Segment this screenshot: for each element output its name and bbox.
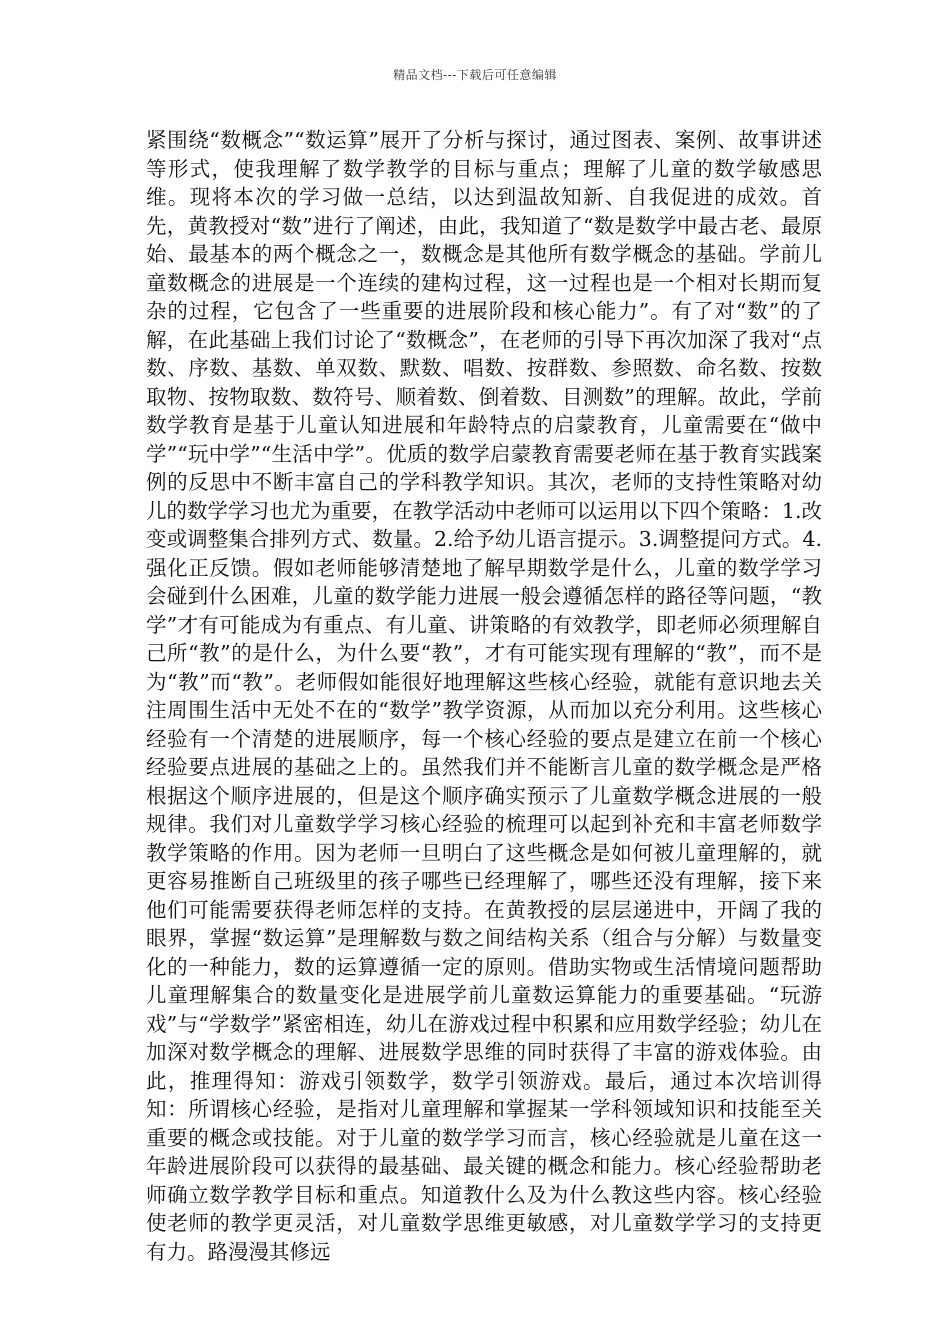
body-paragraph: 紧围绕“数概念”“数运算”展开了分析与探讨，通过图表、案例、故事讲述等形式，使我理解了数学教学的目标与重点；理解了儿童的数学敏感思维。现将本次的学习做一总结，以达到温故知新、自我促进的成效。首先，黄教授对“数”进行了阐述，由此，我知道了“数是数学中最古老、最原始、最基本的两个概念之一，数概念是其他所有数学概念的基础。学前儿童数概念的进展是一个连续的建构过程，这一过程也是一个相对长期而复杂的过程，它包含了一些重要的进展阶段和核心能力”。有了对“数”的了解，在此基础上我们讨论了“数概念”，在老师的引导下再次加深了我对“点数、序数、基数、单双数、默数、唱数、按群数、参照数、命名数、按数取物、按物取数、数符号、顺着数、倒着数、目测数”的理解。故此，学前数学教育是基于儿童认知进展和年龄特点的启蒙教育，儿童需要在“做中学”“玩中学”“生活中学”。优质的数学启蒙教育需要老师在基于教育实践案例的反思中不断丰富自己的学科教学知识。其次，老师的支持性策略对幼儿的数学学习也尤为重要，在教学活动中老师可以运用以下四个策略：1.改变或调整集合排列方式、数量。2.给予幼儿语言提示。3.调整提问方式。4.强化正反馈。假如老师能够清楚地了解早期数学是什么，儿童的数学学习会碰到什么困难，儿童的数学能力进展一般会遵循怎样的路径等问题，“教学”才有可能成为有重点、有儿童、讲策略的有效教学，即老师必须理解自己所“教”的是什么，为什么要“教”，才有可能实现有理解的“教”，而不是为“教”而“教”。老师假如能很好地理解这些核心经验，就能有意识地去关注周围生活中无处不在的“数学”教学资源，从而加以充分利用。这些核心经验有一个清楚的进展顺序，每一个核心经验的要点是建立在前一个核心经验要点进展的基础之上的。虽然我们并不能断言儿童的数学概念是严格根据这个顺序进展的，但是这个顺序确实预示了儿童数学概念进展的一般规律。我们对儿童数学学习核心经验的梳理可以起到补充和丰富老师数学教学策略的作用。因为老师一旦明白了这些概念是如何被儿童理解的，就更容易推断自己班级里的孩子哪些已经理解了，哪些还没有理解，接下来他们可能需要获得老师怎样的支持。在黄教授的层层递进中，开阔了我的眼界，掌握“数运算”是理解数与数之间结构关系（组合与分解）与数量变化的一种能力，数的运算遵循一定的原则。借助实物或生活情境问题帮助儿童理解集合的数量变化是进展学前儿童数运算能力的重要基础。“玩游戏”与“学数学”紧密相连，幼儿在游戏过程中积累和应用数学经验；幼儿在加深对数学概念的理解、进展数学思维的同时获得了丰富的游戏体验。由此，推理得知：游戏引领数学，数学引领游戏。最后，通过本次培训得知：所谓核心经验，是指对儿童理解和掌握某一学科领域知识和技能至关重要的概念或技能。对于儿童的数学学习而言，核心经验就是儿童在这一年龄进展阶段可以获得的最基础、最关键的概念和能力。核心经验帮助老师确立数学教学目标和重点。知道教什么及为什么教这些内容。核心经验使老师的教学更灵活，对儿童数学思维更敏感，对儿童数学学习的支持更有力。路漫漫其修远 [146,128,822,1264]
page-header: 精品文档---下载后可任意编辑 [393,68,557,82]
